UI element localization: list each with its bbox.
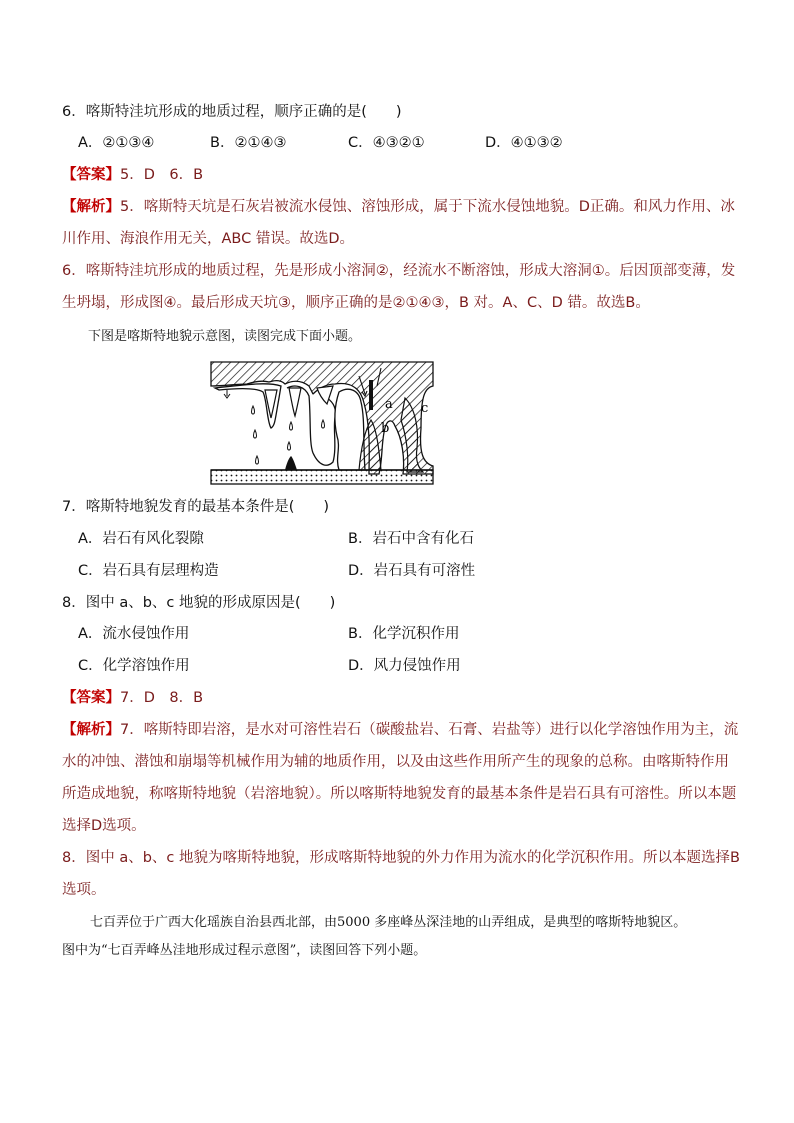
answer-5-6 [62,165,203,185]
explanation-5-line-1 [62,197,735,217]
intro-karst-figure: 下图是喀斯特地貌示意图，读图完成下面小题。 [88,329,362,344]
answer-7-8 [62,688,203,708]
q6-stem: 6．喀斯特洼坑形成的地质过程，顺序正确的是( ) [62,104,402,120]
explanation-tag: 【解析】 [62,199,120,215]
intro-qibainong-line-1: 七百弄位于广西大化瑶族自治县西北部，由5000 多座峰丛深洼地的山弄组成，是典型的喀斯特地貌区。 [90,915,687,930]
answer-text: 5．D 6．B [120,167,204,183]
explanation-8-line-2: 选项。 [62,882,106,898]
q8-stem: 8．图中 a、b、c 地貌的形成原因是( ) [62,595,336,611]
explanation-text: 5．喀斯特天坑是石灰岩被流水侵蚀、溶蚀形成，属于下流水侵蚀地貌。D正确。和风力作用、冰 [120,199,735,215]
explanation-7-line-1 [62,720,738,740]
explanation-7-line-2: 水的冲蚀、潜蚀和崩塌等机械作用为辅的地质作用，以及由这些作用所产生的现象的总称。由喀斯特作用 [62,754,729,770]
q6-option-d: D．④①③② [485,135,563,151]
explanation-6-line-1: 6．喀斯特洼坑形成的地质过程，先是形成小溶洞②，经流水不断溶蚀，形成大溶洞①。后因顶部变薄，发 [62,263,736,279]
label-c: c [421,401,429,416]
karst-landform-figure [209,358,441,492]
q6-option-b: B．②①④③ [210,135,287,151]
cave-floor [211,470,433,484]
explanation-8-line-1: 8．图中 a、b、c 地貌为喀斯特地貌，形成喀斯特地貌的外力作用为流水的化学沉积作用。所以本题选择B [62,850,740,866]
label-a: a [385,397,393,412]
q7-option-c: C．岩石具有层理构造 [78,563,219,579]
stalactite-2 [289,388,301,416]
q7-stem: 7．喀斯特地貌发育的最基本条件是( ) [62,499,330,515]
stalactite-a [369,380,373,410]
q7-option-d: D．岩石具有可溶性 [348,563,476,579]
q8-option-b: B．化学沉积作用 [348,626,460,642]
answer-tag: 【答案】 [62,690,120,706]
explanation-5-line-2: 川作用、海浪作用无关，ABC 错误。故选D。 [62,231,355,247]
q8-option-a: A．流水侵蚀作用 [78,626,190,642]
label-b: b [381,421,390,436]
explanation-tag: 【解析】 [62,722,120,738]
explanation-6-line-2: 生坍塌，形成图④。最后形成天坑③，顺序正确的是②①④③，B 对。A、C、D 错。故选B。 [62,295,650,311]
answer-text: 7．D 8．B [120,690,204,706]
q7-option-a: A．岩石有风化裂隙 [78,531,204,547]
explanation-text: 7．喀斯特即岩溶，是水对可溶性岩石（碳酸盐岩、石膏、岩盐等）进行以化学溶蚀作用为主，流 [120,722,739,738]
q8-option-d: D．风力侵蚀作用 [348,658,461,674]
explanation-7-line-3: 所造成地貌，称喀斯特地貌（岩溶地貌）。所以喀斯特地貌发育的最基本条件是岩石具有可溶性。所以本题 [62,786,737,802]
explanation-7-line-4: 选择D选项。 [62,818,146,834]
q6-option-a: A．②①③④ [78,135,155,151]
q8-option-c: C．化学溶蚀作用 [78,658,190,674]
q7-option-b: B．岩石中含有化石 [348,531,474,547]
q6-option-c: C．④③②① [348,135,425,151]
intro-qibainong-line-2: 图中为“七百弄峰丛洼地形成过程示意图”，读图回答下列小题。 [62,943,427,958]
answer-tag: 【答案】 [62,167,120,183]
